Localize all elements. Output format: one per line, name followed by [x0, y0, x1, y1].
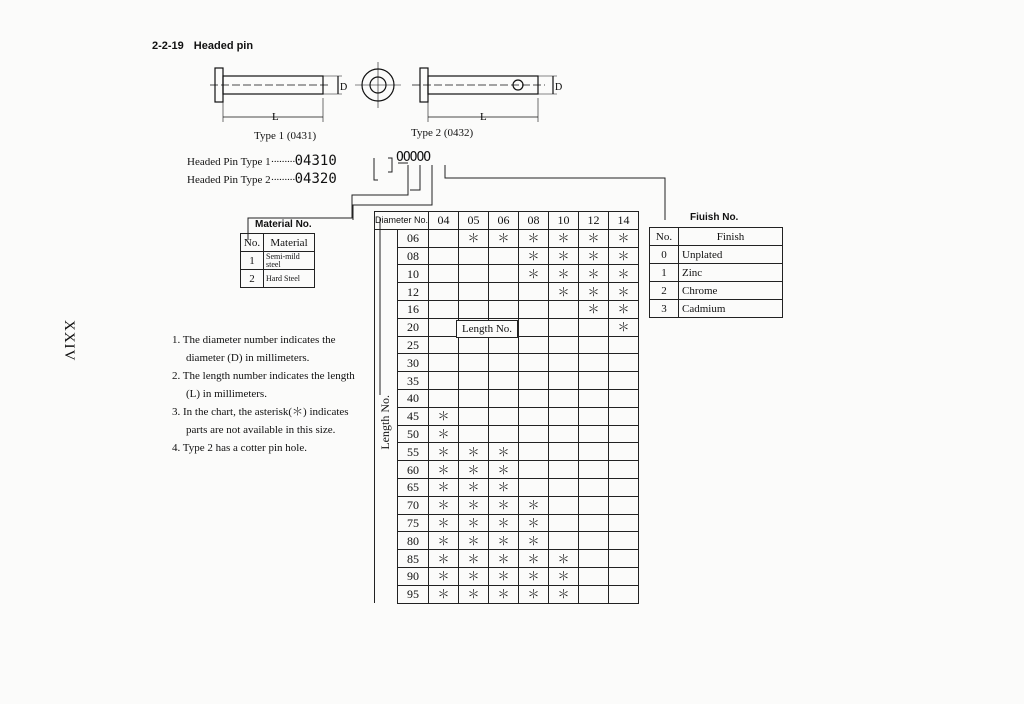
availability-cell: ＊ — [579, 300, 609, 318]
availability-cell — [489, 247, 519, 265]
availability-cell — [459, 354, 489, 372]
availability-cell: ＊ — [459, 496, 489, 514]
table-row — [650, 246, 783, 264]
availability-cell — [489, 425, 519, 443]
availability-cell: ＊ — [459, 229, 489, 247]
order-line-1-label: Headed Pin Type 1 — [187, 156, 271, 168]
availability-cell: ＊ — [429, 461, 459, 479]
length-axis-gutter — [375, 514, 398, 532]
length-header: 95 — [398, 585, 429, 603]
table-row — [375, 496, 639, 514]
availability-cell — [609, 550, 639, 568]
availability-cell — [579, 336, 609, 354]
length-axis-gutter — [375, 461, 398, 479]
availability-cell — [519, 300, 549, 318]
availability-cell — [579, 567, 609, 585]
availability-cell — [489, 372, 519, 390]
availability-cell: ＊ — [429, 496, 459, 514]
availability-cell — [609, 532, 639, 550]
availability-cell: ＊ — [519, 514, 549, 532]
diameter-corner-label: Diameter No. — [375, 212, 429, 230]
availability-cell — [519, 443, 549, 461]
availability-cell: ＊ — [459, 550, 489, 568]
length-header: 16 — [398, 300, 429, 318]
table-row — [650, 300, 783, 318]
availability-cell: ＊ — [609, 300, 639, 318]
availability-cell — [609, 407, 639, 425]
availability-cell: ＊ — [429, 443, 459, 461]
availability-cell: ＊ — [519, 496, 549, 514]
availability-cell — [609, 496, 639, 514]
length-header: 10 — [398, 265, 429, 283]
availability-cell — [579, 550, 609, 568]
length-axis-gutter — [375, 247, 398, 265]
availability-cell: ＊ — [519, 265, 549, 283]
pin-drawings — [200, 60, 580, 135]
finish-name: Chrome — [679, 282, 783, 300]
table-row — [375, 336, 639, 354]
availability-cell: ＊ — [549, 265, 579, 283]
availability-cell — [519, 461, 549, 479]
order-line-2-label: Headed Pin Type 2 — [187, 174, 271, 186]
type2-d-label: D — [555, 82, 563, 93]
table-row — [375, 283, 639, 301]
diameter-header: 05 — [459, 212, 489, 230]
material-name: Semi-mild steel — [264, 252, 315, 270]
availability-cell — [549, 461, 579, 479]
availability-cell — [609, 461, 639, 479]
availability-cell: ＊ — [429, 407, 459, 425]
availability-cell — [579, 532, 609, 550]
availability-cell — [519, 354, 549, 372]
finish-col-finish: Finish — [679, 228, 783, 246]
availability-cell — [549, 443, 579, 461]
availability-cell — [519, 372, 549, 390]
availability-cell — [519, 336, 549, 354]
length-axis-gutter — [375, 532, 398, 550]
availability-cell — [459, 389, 489, 407]
table-row — [375, 567, 639, 585]
availability-cell — [549, 478, 579, 496]
availability-cell: ＊ — [489, 585, 519, 603]
table-row — [375, 532, 639, 550]
availability-cell — [579, 496, 609, 514]
availability-cell — [549, 389, 579, 407]
availability-cell — [609, 336, 639, 354]
availability-cell — [459, 407, 489, 425]
availability-cell — [429, 336, 459, 354]
availability-cell — [459, 283, 489, 301]
availability-cell — [609, 478, 639, 496]
availability-cell — [549, 354, 579, 372]
finish-no: 0 — [650, 246, 679, 264]
availability-cell: ＊ — [579, 265, 609, 283]
length-header: 20 — [398, 318, 429, 336]
availability-cell — [519, 407, 549, 425]
availability-cell: ＊ — [429, 478, 459, 496]
availability-cell — [609, 354, 639, 372]
availability-cell: ＊ — [609, 318, 639, 336]
availability-cell: ＊ — [489, 550, 519, 568]
note-item: 3. In the chart, the asterisk(＊) indicates parts are not available in this size. — [172, 406, 349, 436]
table-row — [375, 407, 639, 425]
availability-cell: ＊ — [459, 461, 489, 479]
availability-cell — [579, 372, 609, 390]
length-axis-gutter — [375, 496, 398, 514]
availability-cell — [549, 372, 579, 390]
material-table — [240, 233, 315, 288]
type1-caption: Type 1 (0431) — [254, 130, 317, 142]
availability-cell: ＊ — [579, 229, 609, 247]
availability-table — [374, 211, 639, 604]
length-axis-gutter — [375, 265, 398, 283]
availability-cell — [519, 318, 549, 336]
order-suffix: OOOOO — [396, 150, 431, 165]
material-title: Material No. — [255, 219, 312, 230]
length-axis-gutter — [375, 567, 398, 585]
length-axis-gutter — [375, 550, 398, 568]
length-header: 08 — [398, 247, 429, 265]
material-col-material: Material — [264, 234, 315, 252]
length-header: 30 — [398, 354, 429, 372]
table-row — [241, 252, 315, 270]
availability-cell: ＊ — [609, 283, 639, 301]
availability-cell — [519, 478, 549, 496]
availability-cell: ＊ — [489, 496, 519, 514]
finish-title: Fiuish No. — [690, 212, 739, 223]
availability-cell — [579, 425, 609, 443]
availability-cell: ＊ — [519, 567, 549, 585]
availability-cell: ＊ — [459, 567, 489, 585]
availability-cell — [549, 496, 579, 514]
length-axis-gutter — [375, 372, 398, 390]
availability-cell — [549, 514, 579, 532]
availability-cell: ＊ — [489, 443, 519, 461]
finish-col-no: No. — [650, 228, 679, 246]
section-number: 2-2-19 — [152, 40, 184, 52]
order-line-2-code: 04320 — [294, 171, 337, 187]
availability-cell: ＊ — [429, 532, 459, 550]
availability-cell — [489, 300, 519, 318]
finish-no: 2 — [650, 282, 679, 300]
table-row — [375, 300, 639, 318]
type1-l-label: L — [272, 111, 279, 123]
length-axis-gutter — [375, 300, 398, 318]
table-row — [375, 229, 639, 247]
table-row — [375, 247, 639, 265]
availability-cell — [609, 514, 639, 532]
page-marker: XXIV — [61, 320, 77, 362]
availability-cell — [459, 265, 489, 283]
availability-cell: ＊ — [429, 585, 459, 603]
finish-no: 3 — [650, 300, 679, 318]
length-axis-gutter — [375, 336, 398, 354]
availability-cell — [579, 585, 609, 603]
length-header: 40 — [398, 389, 429, 407]
length-no-box: Length No. — [456, 320, 518, 338]
material-no: 1 — [241, 252, 264, 270]
availability-cell — [429, 300, 459, 318]
finish-name: Cadmium — [679, 300, 783, 318]
availability-cell — [549, 300, 579, 318]
length-header: 90 — [398, 567, 429, 585]
availability-cell — [489, 283, 519, 301]
availability-cell — [429, 318, 459, 336]
availability-cell: ＊ — [609, 265, 639, 283]
availability-cell: ＊ — [609, 247, 639, 265]
availability-cell — [549, 407, 579, 425]
length-header: 55 — [398, 443, 429, 461]
availability-cell — [429, 389, 459, 407]
length-header: 25 — [398, 336, 429, 354]
availability-cell — [579, 407, 609, 425]
availability-cell — [429, 229, 459, 247]
table-row — [375, 354, 639, 372]
length-axis-gutter — [375, 585, 398, 603]
table-row — [375, 478, 639, 496]
availability-cell: ＊ — [429, 550, 459, 568]
diameter-header: 04 — [429, 212, 459, 230]
availability-cell: ＊ — [549, 567, 579, 585]
availability-cell — [459, 300, 489, 318]
availability-cell — [459, 336, 489, 354]
length-axis-gutter — [375, 478, 398, 496]
availability-cell: ＊ — [519, 247, 549, 265]
section-heading: Headed pin — [193, 40, 254, 52]
table-row — [375, 461, 639, 479]
availability-cell: ＊ — [459, 443, 489, 461]
length-header: 50 — [398, 425, 429, 443]
length-header: 45 — [398, 407, 429, 425]
availability-cell: ＊ — [429, 567, 459, 585]
length-axis-gutter — [375, 283, 398, 301]
availability-cell: ＊ — [429, 425, 459, 443]
availability-cell — [429, 265, 459, 283]
diameter-header: 06 — [489, 212, 519, 230]
type2-caption: Type 2 (0432) — [411, 127, 474, 139]
availability-cell: ＊ — [549, 585, 579, 603]
availability-cell — [429, 354, 459, 372]
availability-cell: ＊ — [489, 532, 519, 550]
table-row — [375, 372, 639, 390]
length-header: 60 — [398, 461, 429, 479]
note-item: 1. The diameter number indicates the diameter (D) in millimeters. — [172, 334, 336, 364]
availability-cell — [579, 318, 609, 336]
type1-d-label: D — [340, 82, 348, 93]
availability-cell: ＊ — [549, 283, 579, 301]
length-header: 65 — [398, 478, 429, 496]
table-row — [375, 585, 639, 603]
diameter-header: 08 — [519, 212, 549, 230]
availability-cell: ＊ — [579, 247, 609, 265]
availability-cell — [579, 389, 609, 407]
note-item: 2. The length number indicates the length (L) in millimeters. — [172, 370, 355, 400]
availability-cell — [579, 461, 609, 479]
table-row — [650, 282, 783, 300]
note-item: 4. Type 2 has a cotter pin hole. — [172, 442, 307, 454]
availability-cell: ＊ — [489, 567, 519, 585]
material-name: Hard Steel — [264, 270, 315, 288]
material-no: 2 — [241, 270, 264, 288]
availability-cell: ＊ — [579, 283, 609, 301]
table-row — [375, 389, 639, 407]
notes — [172, 331, 362, 457]
availability-cell — [579, 478, 609, 496]
availability-cell — [429, 372, 459, 390]
length-header: 12 — [398, 283, 429, 301]
availability-cell: ＊ — [459, 514, 489, 532]
finish-table — [649, 227, 783, 318]
availability-cell — [609, 585, 639, 603]
length-header: 35 — [398, 372, 429, 390]
availability-cell: ＊ — [489, 229, 519, 247]
availability-cell: ＊ — [549, 247, 579, 265]
availability-cell — [489, 407, 519, 425]
availability-cell — [609, 567, 639, 585]
availability-cell — [549, 425, 579, 443]
length-header: 80 — [398, 532, 429, 550]
availability-cell — [549, 318, 579, 336]
availability-cell — [579, 354, 609, 372]
order-line-1: Headed Pin Type 1·········04310 — [187, 153, 337, 169]
availability-cell — [489, 336, 519, 354]
diameter-header: 14 — [609, 212, 639, 230]
availability-cell — [519, 389, 549, 407]
availability-cell — [609, 372, 639, 390]
availability-cell — [429, 247, 459, 265]
diameter-header: 10 — [549, 212, 579, 230]
availability-cell — [579, 514, 609, 532]
section-title — [152, 40, 253, 52]
availability-cell: ＊ — [519, 550, 549, 568]
availability-cell: ＊ — [489, 478, 519, 496]
length-header: 70 — [398, 496, 429, 514]
table-row — [375, 514, 639, 532]
availability-cell — [609, 425, 639, 443]
availability-cell — [519, 283, 549, 301]
order-line-2: Headed Pin Type 2·········04320 — [187, 171, 337, 187]
availability-cell: ＊ — [519, 585, 549, 603]
availability-cell — [429, 283, 459, 301]
length-axis-gutter — [375, 318, 398, 336]
availability-cell — [579, 443, 609, 461]
availability-cell: ＊ — [459, 532, 489, 550]
availability-cell: ＊ — [549, 550, 579, 568]
table-row — [241, 270, 315, 288]
availability-cell: ＊ — [429, 514, 459, 532]
table-row — [650, 264, 783, 282]
availability-cell: ＊ — [549, 229, 579, 247]
table-row — [375, 425, 639, 443]
availability-cell — [489, 389, 519, 407]
availability-cell — [609, 389, 639, 407]
availability-cell: ＊ — [459, 585, 489, 603]
finish-name: Unplated — [679, 246, 783, 264]
table-row — [375, 265, 639, 283]
length-axis-gutter — [375, 229, 398, 247]
length-axis-gutter — [375, 354, 398, 372]
availability-cell — [489, 354, 519, 372]
availability-cell — [459, 372, 489, 390]
availability-cell — [519, 425, 549, 443]
order-line-1-code: 04310 — [294, 153, 337, 169]
availability-cell — [489, 265, 519, 283]
availability-cell: ＊ — [609, 229, 639, 247]
table-row — [375, 550, 639, 568]
availability-cell: ＊ — [459, 478, 489, 496]
availability-cell — [609, 443, 639, 461]
availability-cell: ＊ — [489, 461, 519, 479]
type2-l-label: L — [480, 111, 487, 123]
availability-cell: ＊ — [519, 532, 549, 550]
availability-cell — [549, 336, 579, 354]
length-header: 06 — [398, 229, 429, 247]
table-row — [375, 443, 639, 461]
length-axis-label: Length No. — [378, 395, 392, 450]
length-header: 85 — [398, 550, 429, 568]
availability-cell: ＊ — [489, 514, 519, 532]
finish-name: Zinc — [679, 264, 783, 282]
availability-cell — [459, 425, 489, 443]
availability-cell: ＊ — [519, 229, 549, 247]
availability-cell — [459, 247, 489, 265]
finish-no: 1 — [650, 264, 679, 282]
availability-cell — [549, 532, 579, 550]
length-header: 75 — [398, 514, 429, 532]
material-col-no: No. — [241, 234, 264, 252]
diameter-header: 12 — [579, 212, 609, 230]
